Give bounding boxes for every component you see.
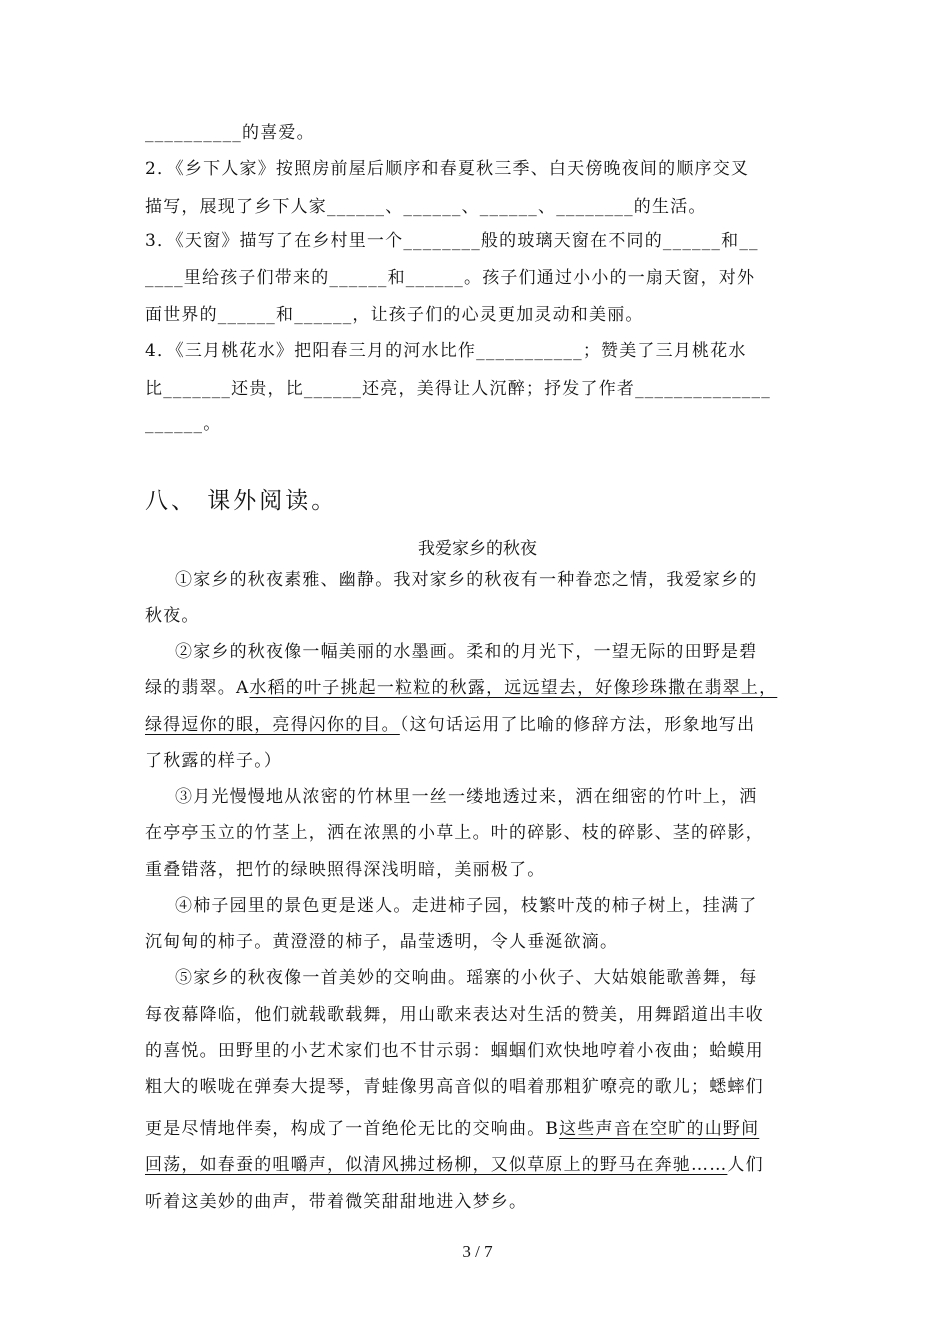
paragraph-line: 的喜悦。田野里的小艺术家们也不甘示弱：蝈蝈们欢快地哼着小夜曲；蛤蟆用 bbox=[145, 1041, 764, 1061]
paragraph-line bbox=[145, 1117, 759, 1141]
section-heading: 八、 课外阅读。 bbox=[145, 488, 338, 514]
fill-line: 描写，展现了乡下人家______、______、______、________的生活。 bbox=[145, 197, 707, 217]
fill-line: ______。 bbox=[145, 414, 222, 434]
text: 人们 bbox=[727, 1155, 764, 1175]
fill-line: __________的喜爱。 bbox=[145, 123, 315, 143]
paragraph-line: 每夜幕降临，他们就载歌载舞，用山歌来表达对生活的赞美，用舞蹈道出丰收 bbox=[145, 1005, 764, 1025]
underlined-sentence-b: 回荡，如春蚕的咀嚼声，似清风拂过杨柳，又似草原上的野马在奔驰…… bbox=[145, 1155, 728, 1175]
fill-line: 3．《天窗》描写了在乡村里一个________般的玻璃天窗在不同的______和__ bbox=[145, 231, 759, 251]
paragraph-line: ②家乡的秋夜像一幅美丽的水墨画。柔和的月光下，一望无际的田野是碧 bbox=[175, 642, 758, 662]
paragraph-line bbox=[145, 713, 755, 737]
page-number: 3 / 7 bbox=[462, 1242, 493, 1261]
paragraph-line: 了秋露的样子。） bbox=[145, 751, 283, 771]
paragraph-line: 在亭亭玉立的竹茎上，洒在浓黑的小草上。叶的碎影、枝的碎影、茎的碎影， bbox=[145, 823, 764, 843]
fill-line: ____里给孩子们带来的______和______。孩子们通过小小的一扇天窗，对外 bbox=[145, 268, 756, 288]
paragraph-line bbox=[145, 1153, 764, 1177]
fill-line: 4．《三月桃花水》把阳春三月的河水比作___________；赞美了三月桃花水 bbox=[145, 341, 747, 361]
paragraph-line: 听着这美妙的曲声，带着微笑甜甜地进入梦乡。 bbox=[145, 1192, 528, 1212]
paragraph-line: 粗大的喉咙在弹奏大提琴，青蛙像男高音似的唱着那粗犷嘹亮的歌儿；蟋蟀们 bbox=[145, 1077, 764, 1097]
paragraph-line: 重叠错落，把竹的绿映照得深浅明暗，美丽极了。 bbox=[145, 860, 546, 880]
fill-line: 2．《乡下人家》按照房前屋后顺序和春夏秋三季、白天傍晚夜间的顺序交叉 bbox=[145, 159, 750, 179]
paragraph-line bbox=[145, 676, 777, 700]
text: 绿的翡翠。A bbox=[145, 678, 250, 698]
article-title: 我爱家乡的秋夜 bbox=[418, 539, 537, 559]
fill-line: 面世界的______和______，让孩子们的心灵更加灵动和美丽。 bbox=[145, 305, 644, 325]
paragraph-line: 秋夜。 bbox=[145, 606, 200, 626]
fill-line: 比_______还贵，比______还亮，美得让人沉醉；抒发了作者______________ bbox=[145, 379, 771, 399]
paragraph-line: ⑤家乡的秋夜像一首美妙的交响曲。瑶寨的小伙子、大姑娘能歌善舞，每 bbox=[175, 968, 758, 988]
underlined-sentence-b: 这些声音在空旷的山野间 bbox=[559, 1119, 760, 1139]
underlined-sentence-a: 水稻的叶子挑起一粒粒的秋露，远远望去，好像珍珠撒在翡翠上， bbox=[249, 678, 778, 698]
text: 更是尽情地伴奏，构成了一首绝伦无比的交响曲。B bbox=[145, 1119, 560, 1139]
paragraph-line: 沉甸甸的柿子。黄澄澄的柿子，晶莹透明，令人垂涎欲滴。 bbox=[145, 932, 619, 952]
paragraph-line: ③月光慢慢地从浓密的竹林里一丝一缕地透过来，洒在细密的竹叶上，洒 bbox=[175, 787, 758, 807]
underlined-sentence-a: 绿得逗你的眼，亮得闪你的目。 bbox=[145, 715, 400, 735]
paragraph-line: ①家乡的秋夜素雅、幽静。我对家乡的秋夜有一种眷恋之情，我爱家乡的 bbox=[175, 570, 758, 590]
text: （这句话运用了比喻的修辞方法，形象地写出 bbox=[399, 715, 756, 735]
paragraph-line: ④柿子园里的景色更是迷人。走进柿子园，枝繁叶茂的柿子树上，挂满了 bbox=[175, 896, 758, 916]
